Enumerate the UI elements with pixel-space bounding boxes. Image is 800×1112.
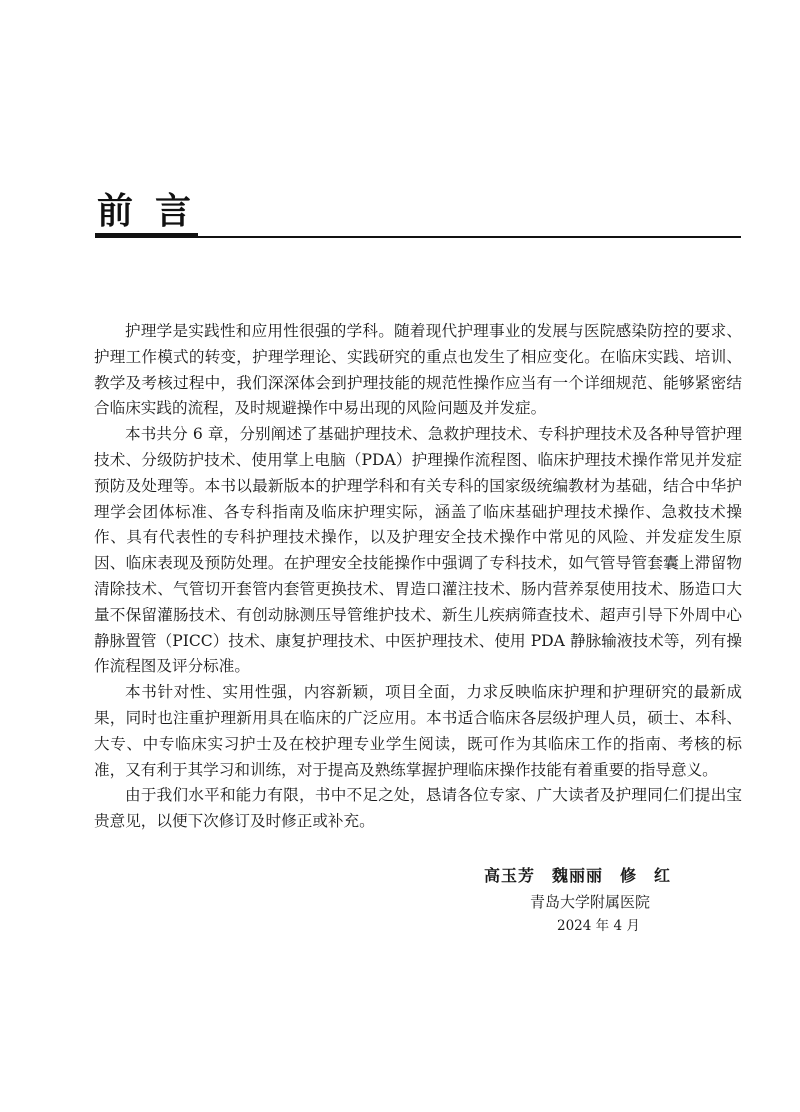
paragraph-2: 本书共分 6 章，分别阐述了基础护理技术、急救护理技术、专科护理技术及各种导管护理技术、分级防护技术、使用掌上电脑（PDA）护理操作流程图、临床护理技术操作常见并发症预防及处理等。本书以最新版本的护理学科和有关专科的国家级统编教材为基础，结合中华护理学会团体标准、各专科指南及临床护理实际，涵盖了临床基础护理技术操作、急救技术操作、具有代表性的专科护理技术操作，以及护理安全技术操作中常见的风险、并发症发生原因、临床表现及预防处理。在护理安全技能操作中强调了专科技术，如气管导管套囊上滞留物清除技术、气管切开套管内套管更换技术、胃造口灌注技术、肠内营养泵使用技术、肠造口大量不保留灌肠技术、有创动脉测压导管维护技术、新生儿疾病筛查技术、超声引导下外周中心静脉置管（PICC）技术、康复护理技术、中医护理技术、使用 PDA 静脉输液技术等，列有操作流程图及评分标准。: [94, 425, 742, 676]
author-names: 高玉芳 魏丽丽 修 红: [484, 866, 672, 885]
paragraph-4: 由于我们水平和能力有限，书中不足之处，恳请各位专家、广大读者及护理同仁们提出宝贵意见，以便下次修订及时修正或补充。: [94, 786, 742, 831]
paragraph-3: 本书针对性、实用性强，内容新颖，项目全面，力求反映临床护理和护理研究的最新成果，同时也注重护理新用具在临床的广泛应用。本书适合临床各层级护理人员，硕士、本科、大专、中专临床实习护士及在校护理专业学生阅读，既可作为其临床工作的指南、考核的标准，又有利于其学习和训练，对于提高及熟练掌握护理临床操作技能有着重要的指导意义。: [94, 683, 742, 779]
preface-heading: [95, 190, 741, 240]
heading-underline-accent: [95, 233, 198, 238]
preface-body: [94, 319, 742, 835]
author-organization: 青岛大学附属医院: [530, 893, 651, 911]
page-title: 前言: [97, 191, 214, 232]
signature-date: 2024 年 4 月: [557, 918, 640, 934]
paragraph-1: 护理学是实践性和应用性很强的学科。随着现代护理事业的发展与医院感染防控的要求、护理工作模式的转变，护理学理论、实践研究的重点也发生了相应变化。在临床实践、培训、教学及考核过程中，我们深深体会到护理技能的规范性操作应当有一个详细规范、能够紧密结合临床实践的流程，及时规避操作中易出现的风险问题及并发症。: [94, 322, 742, 418]
